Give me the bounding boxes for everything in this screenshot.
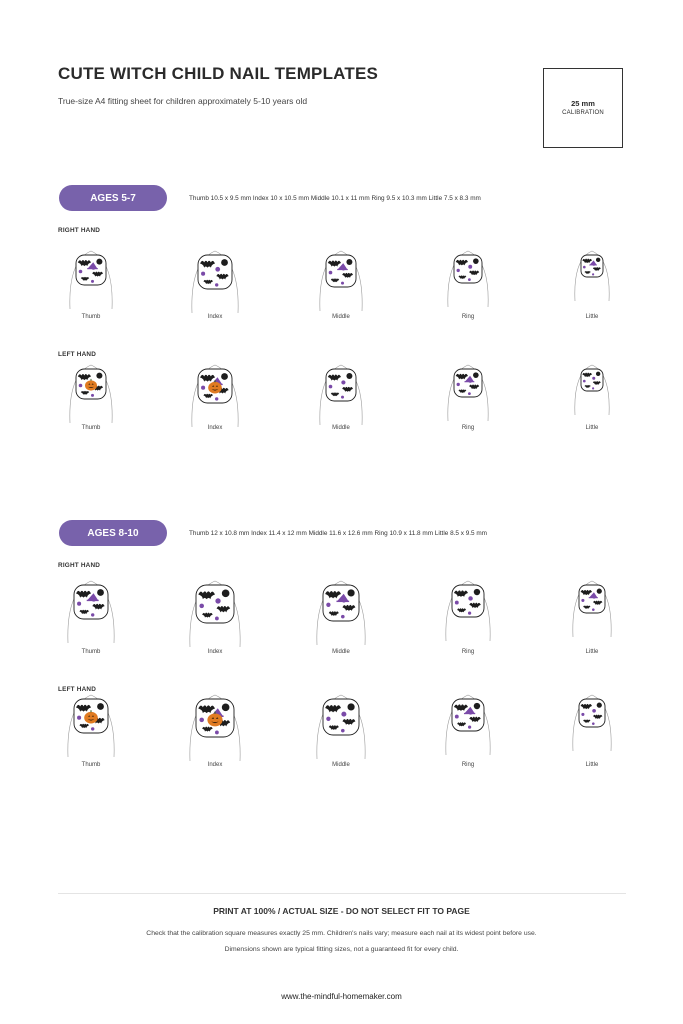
finger-label-little: Little <box>585 314 599 320</box>
finger-label-ring: Ring <box>461 425 475 431</box>
hand-label-right-5-7: RIGHT HAND <box>58 227 101 234</box>
print-instruction: PRINT AT 100% / ACTUAL SIZE - DO NOT SELECT FIT TO PAGE <box>213 906 470 916</box>
page-title: CUTE WITCH CHILD NAIL TEMPLATES <box>58 64 379 83</box>
nail-graphic <box>311 693 371 759</box>
fit-disclaimer: Dimensions shown are typical fitting sizes, not a guaranteed fit for every child. <box>224 946 459 953</box>
calibration-label: CALIBRATION <box>562 110 604 116</box>
finger-template-little <box>567 579 617 637</box>
nail-graphic <box>184 579 246 647</box>
finger-label-little: Little <box>585 762 599 768</box>
nail-graphic <box>62 693 120 757</box>
finger-template-index <box>186 363 244 427</box>
age-badge-5-7: AGES 5-7 <box>59 185 167 211</box>
finger-template-middle <box>314 363 368 425</box>
finger-template-ring <box>442 249 494 307</box>
finger-template-index <box>184 579 246 647</box>
finger-label-index: Index <box>207 649 223 655</box>
finger-template-little <box>567 693 617 751</box>
calibration-note: Check that the calibration square measures exactly 25 mm. Children's nails vary; measure each nail at its widest point before use. <box>146 930 537 937</box>
nail-graphic <box>186 363 244 427</box>
finger-template-ring <box>440 693 496 755</box>
finger-label-index: Index <box>207 762 223 768</box>
nail-graphic <box>567 579 617 637</box>
finger-label-little: Little <box>585 649 599 655</box>
dimensions-8-10: Thumb 12 x 10.8 mm Index 11.4 x 12 mm Middle 11.6 x 12.6 mm Ring 10.9 x 11.8 mm Little 8.5 x 9.5 mm <box>189 530 488 537</box>
finger-template-middle <box>311 693 371 759</box>
calibration-square <box>543 68 623 148</box>
calibration-value: 25 mm <box>571 99 595 108</box>
finger-label-thumb: Thumb <box>81 314 101 320</box>
nail-graphic <box>440 693 496 755</box>
finger-label-thumb: Thumb <box>81 762 101 768</box>
hand-label-left-5-7: LEFT HAND <box>58 351 97 358</box>
finger-template-thumb <box>64 363 118 423</box>
finger-label-middle: Middle <box>332 762 350 768</box>
finger-label-middle: Middle <box>332 425 350 431</box>
finger-template-thumb <box>64 249 118 309</box>
nail-graphic <box>311 579 371 645</box>
finger-label-little: Little <box>585 425 599 431</box>
finger-template-thumb <box>62 579 120 643</box>
age-badge-8-10: AGES 8-10 <box>59 520 167 546</box>
finger-label-index: Index <box>207 314 223 320</box>
nail-graphic <box>569 363 615 415</box>
nail-graphic <box>569 249 615 301</box>
nail-graphic <box>440 579 496 641</box>
finger-label-ring: Ring <box>461 314 475 320</box>
finger-label-ring: Ring <box>461 762 475 768</box>
finger-label-middle: Middle <box>332 314 350 320</box>
page-subtitle: True-size A4 fitting sheet for children approximately 5-10 years old <box>58 96 308 106</box>
nail-graphic <box>442 249 494 307</box>
finger-template-index <box>186 249 244 313</box>
hand-label-left-8-10: LEFT HAND <box>58 686 97 693</box>
finger-template-ring <box>442 363 494 421</box>
nail-graphic <box>314 363 368 425</box>
nail-graphic <box>64 249 118 309</box>
website-url: www.the-mindful-homemaker.com <box>281 992 402 1001</box>
finger-template-index <box>184 693 246 761</box>
finger-label-ring: Ring <box>461 649 475 655</box>
finger-label-thumb: Thumb <box>81 649 101 655</box>
finger-template-ring <box>440 579 496 641</box>
finger-template-middle <box>311 579 371 645</box>
nail-graphic <box>567 693 617 751</box>
nail-graphic <box>314 249 368 311</box>
dimensions-5-7: Thumb 10.5 x 9.5 mm Index 10 x 10.5 mm Middle 10.1 x 11 mm Ring 9.5 x 10.3 mm Little 7.5 x 8.3 mm <box>189 195 481 202</box>
finger-label-thumb: Thumb <box>81 425 101 431</box>
finger-template-little <box>569 363 615 415</box>
finger-label-middle: Middle <box>332 649 350 655</box>
nail-graphic <box>184 693 246 761</box>
finger-template-thumb <box>62 693 120 757</box>
nail-graphic <box>64 363 118 423</box>
hand-label-right-8-10: RIGHT HAND <box>58 562 101 569</box>
finger-template-middle <box>314 249 368 311</box>
nail-graphic <box>442 363 494 421</box>
footer-divider <box>58 893 626 894</box>
finger-label-index: Index <box>207 425 223 431</box>
nail-graphic <box>62 579 120 643</box>
finger-template-little <box>569 249 615 301</box>
nail-graphic <box>186 249 244 313</box>
